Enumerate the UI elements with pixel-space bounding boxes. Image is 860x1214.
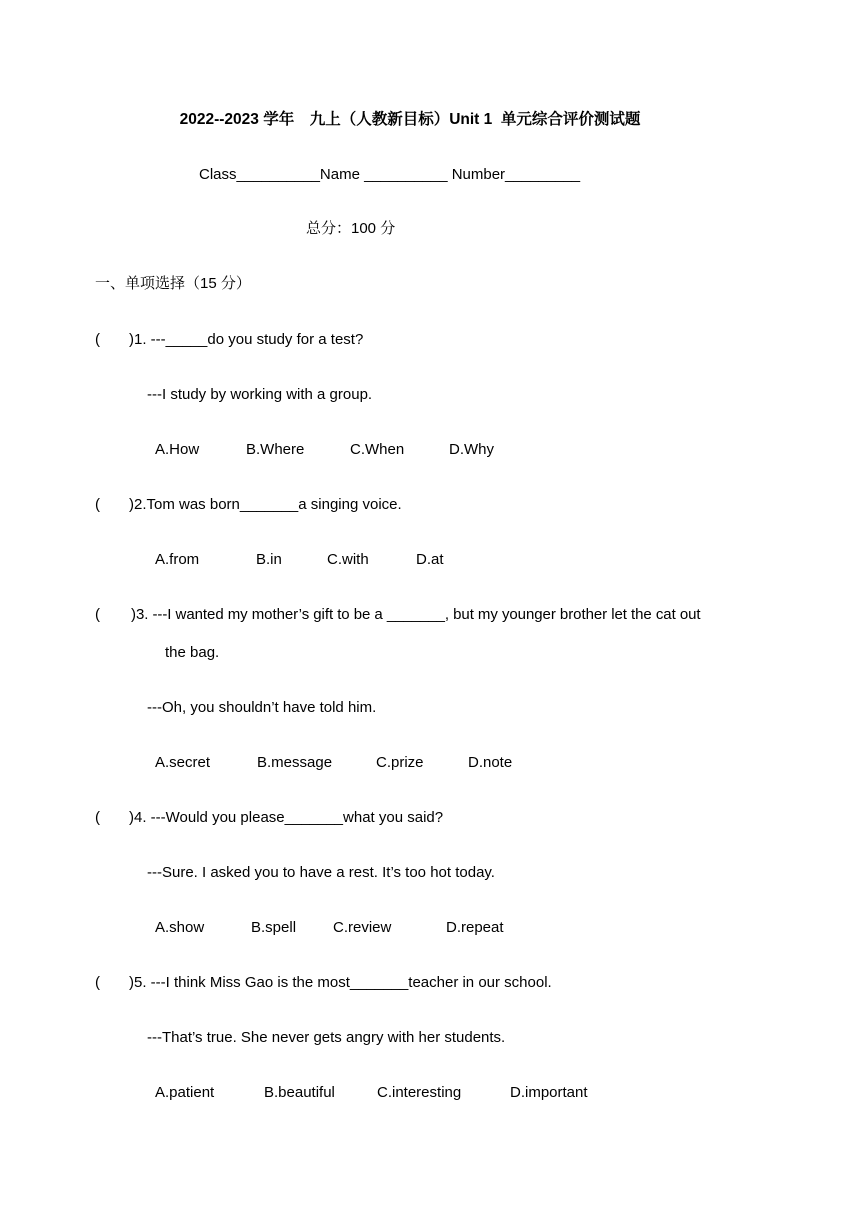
- option-c: C.When: [350, 441, 405, 458]
- option-c: C.with: [327, 551, 369, 568]
- option-b: B.beautiful: [264, 1084, 335, 1101]
- total-score: 总分：100 分: [306, 220, 396, 237]
- option-a: A.patient: [155, 1084, 215, 1101]
- dialogue-response: ---That’s true. She never gets angry with her students.: [147, 1029, 506, 1046]
- option-c: C.review: [333, 919, 392, 936]
- option-d: D.repeat: [446, 919, 504, 936]
- answer-bracket: (: [95, 809, 100, 826]
- section-heading: 一、单项选择（15 分）: [95, 275, 251, 292]
- question-text: )1. ---_____do you study for a test?: [129, 331, 364, 348]
- answer-bracket: (: [95, 331, 100, 348]
- question-text: )2.Tom was born_______a singing voice.: [129, 496, 402, 513]
- option-a: A.secret: [155, 754, 211, 771]
- exam-title: 2022--2023 学年 九上（人教新目标）Unit 1 单元综合评价测试题: [179, 111, 641, 128]
- option-d: D.Why: [449, 441, 494, 458]
- option-d: D.important: [510, 1084, 588, 1101]
- option-d: D.note: [468, 754, 513, 771]
- option-d: D.at: [416, 551, 444, 568]
- option-a: A.from: [155, 551, 200, 568]
- option-b: B.spell: [251, 919, 297, 936]
- dialogue-response: ---Sure. I asked you to have a rest. It’s too hot today.: [147, 864, 495, 881]
- question-text: )4. ---Would you please_______what you said?: [129, 809, 444, 826]
- answer-bracket: (: [95, 496, 100, 513]
- question-text-continuation: the bag.: [165, 644, 220, 661]
- answer-bracket: (: [95, 606, 100, 623]
- student-info-line: Class__________Name __________ Number_________: [199, 166, 581, 183]
- option-a: A.How: [155, 441, 200, 458]
- answer-bracket: (: [95, 974, 100, 991]
- option-b: B.message: [257, 754, 333, 771]
- question-text: )3. ---I wanted my mother’s gift to be a _______, but my younger brother let the cat out: [131, 606, 701, 623]
- option-a: A.show: [155, 919, 205, 936]
- option-c: C.interesting: [377, 1084, 462, 1101]
- option-b: B.in: [256, 551, 282, 568]
- dialogue-response: ---I study by working with a group.: [147, 386, 373, 403]
- dialogue-response: ---Oh, you shouldn’t have told him.: [147, 699, 377, 716]
- question-text: )5. ---I think Miss Gao is the most_______teacher in our school.: [129, 974, 552, 991]
- option-c: C.prize: [376, 754, 424, 771]
- option-b: B.Where: [246, 441, 305, 458]
